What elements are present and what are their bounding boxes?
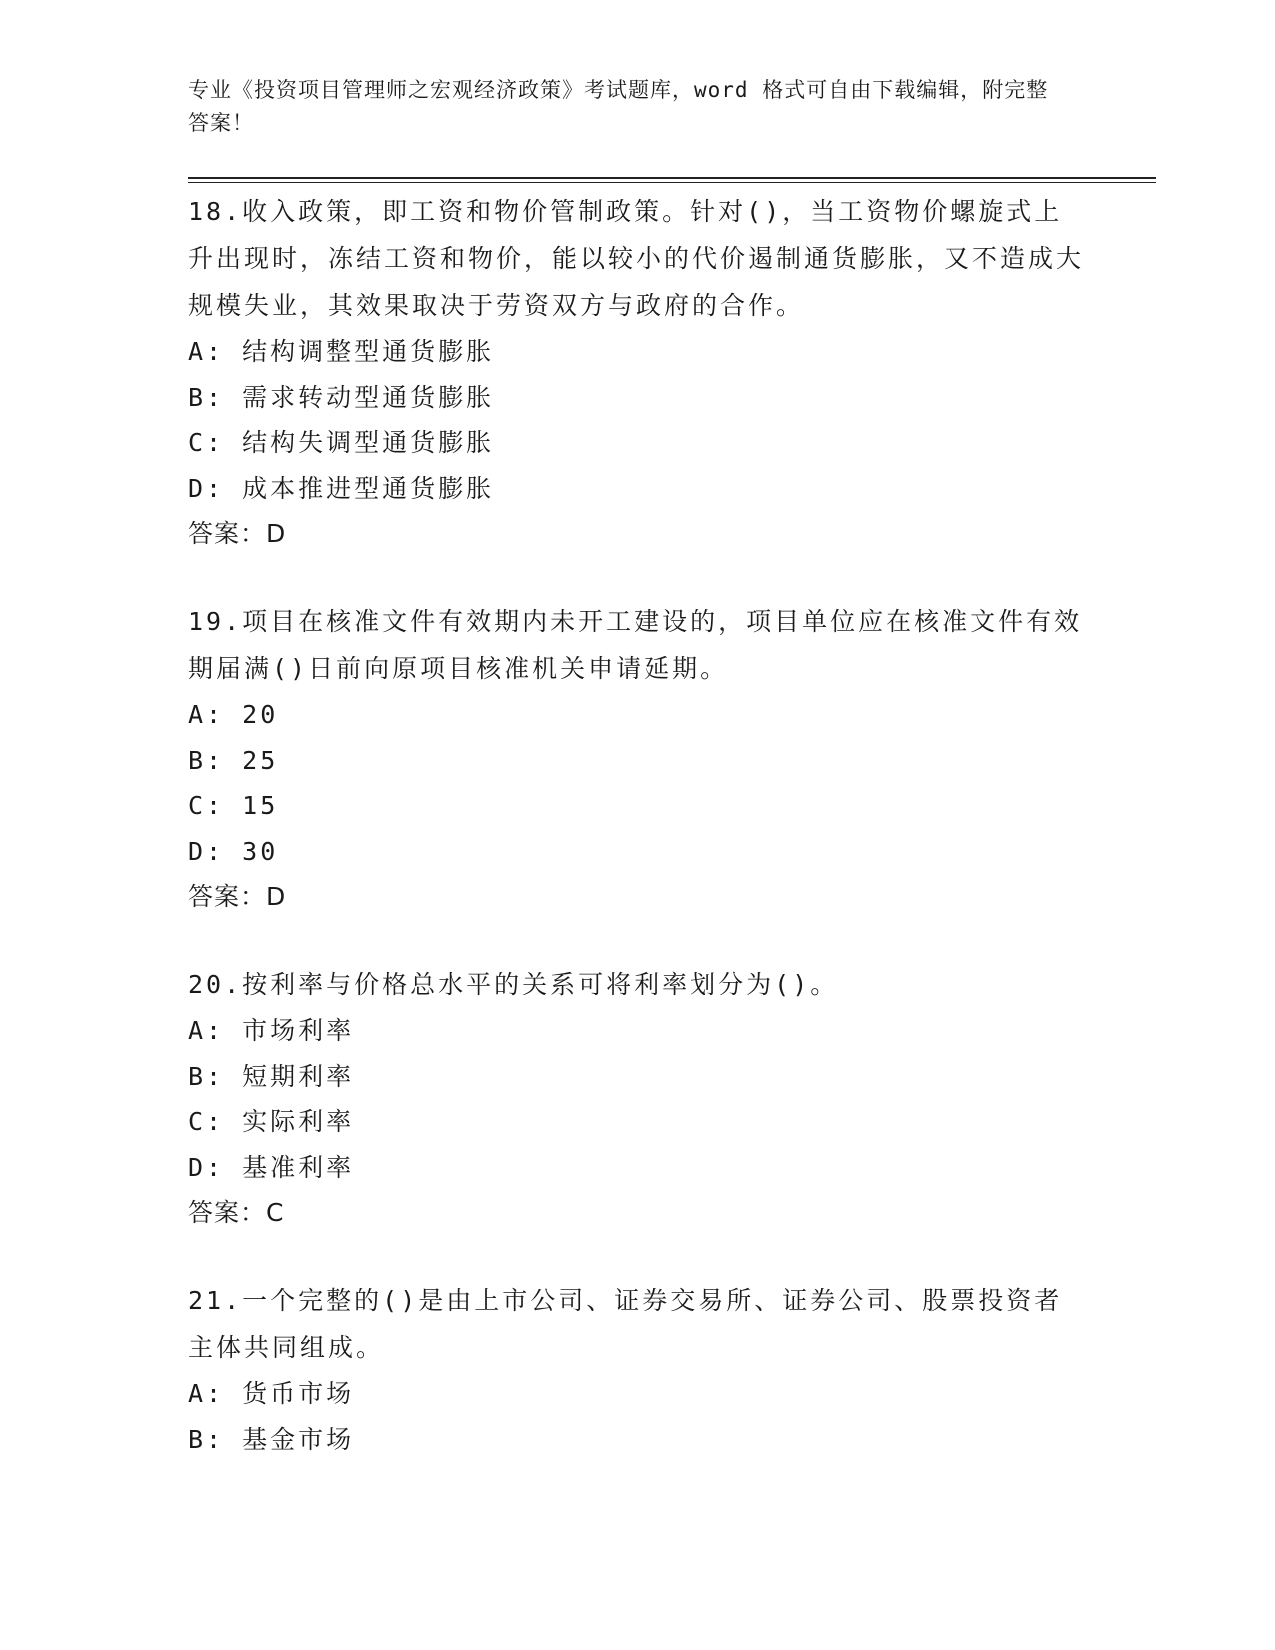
option-a: A: 结构调整型通货膨胀 bbox=[188, 337, 495, 366]
question-18 bbox=[188, 188, 1088, 556]
header-divider-thin bbox=[188, 182, 1156, 183]
option-d: D: 30 bbox=[188, 836, 279, 866]
question-20 bbox=[188, 961, 1088, 1235]
option-a: A: 货币市场 bbox=[188, 1379, 355, 1408]
option-d: D: 成本推进型通货膨胀 bbox=[188, 473, 495, 503]
option-b: B: 短期利率 bbox=[188, 1061, 355, 1091]
option-c: C: 结构失调型通货膨胀 bbox=[188, 428, 495, 457]
question-19 bbox=[188, 598, 1088, 919]
answer: 答案：D bbox=[188, 882, 287, 911]
question-stem: 20.按利率与价格总水平的关系可将利率划分为()。 bbox=[188, 970, 839, 999]
option-a: A: 20 bbox=[188, 700, 279, 729]
option-a: A: 市场利率 bbox=[188, 1016, 355, 1045]
option-c: C: 实际利率 bbox=[188, 1107, 355, 1136]
option-b: B: 需求转动型通货膨胀 bbox=[188, 382, 495, 412]
question-stem: 21.一个完整的()是由上市公司、证券交易所、证券公司、股票投资者主体共同组成。 bbox=[188, 1286, 1063, 1362]
document-header: 专业《投资项目管理师之宏观经济政策》考试题库，word 格式可自由下载编辑，附完整答案！ bbox=[188, 78, 1049, 135]
answer: 答案：D bbox=[188, 519, 287, 548]
header-divider-thick bbox=[188, 177, 1156, 179]
question-stem: 18.收入政策，即工资和物价管制政策。针对()，当工资物价螺旋式上升出现时，冻结工资和物价，能以较小的代价遏制通货膨胀，又不造成大规模失业，其效果取决于劳资双方与政府的合作。 bbox=[188, 197, 1085, 320]
question-stem: 19.项目在核准文件有效期内未开工建设的，项目单位应在核准文件有效期届满()日前向原项目核准机关申请延期。 bbox=[188, 607, 1083, 683]
question-list bbox=[188, 188, 1088, 1504]
option-c: C: 15 bbox=[188, 791, 279, 820]
option-b: B: 基金市场 bbox=[188, 1424, 355, 1454]
question-21 bbox=[188, 1277, 1088, 1462]
option-b: B: 25 bbox=[188, 745, 279, 775]
answer: 答案：C bbox=[188, 1198, 285, 1227]
option-d: D: 基准利率 bbox=[188, 1152, 355, 1182]
